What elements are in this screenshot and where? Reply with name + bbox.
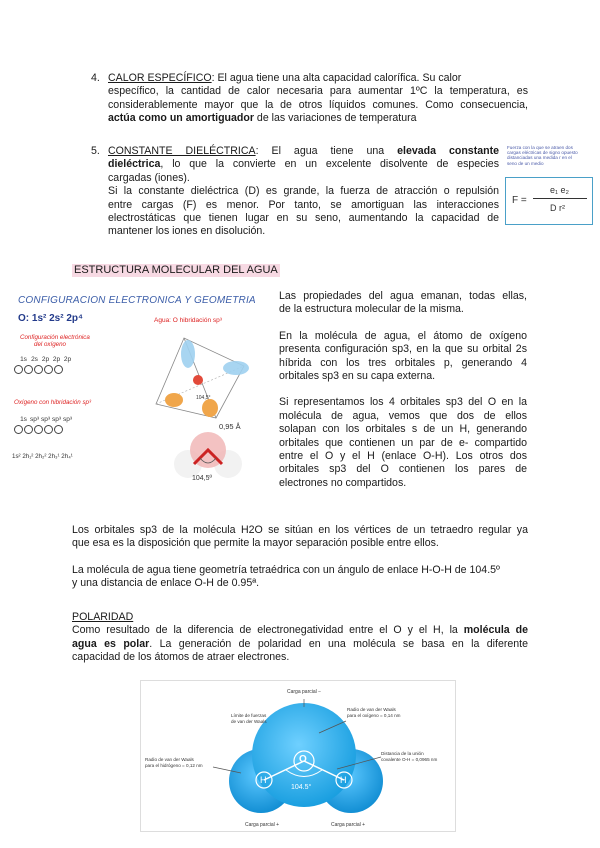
bold-text: actúa como un amortiguador <box>108 112 254 125</box>
text: , lo que la convierte en un excelente disolvente de especies <box>160 158 499 171</box>
text: capacidad de los átomos de atraer electrones. <box>72 651 290 664</box>
text: orbitales que contienen un par de e- compartido <box>279 436 527 449</box>
partial-positive-label-right: Carga parcial + <box>331 822 366 828</box>
formula-box <box>505 177 593 225</box>
label-line: Radio de van der Waals <box>145 757 194 762</box>
partial-positive-label-left: Carga parcial + <box>245 822 280 828</box>
text: entre cargas (F) es menor. Por tanto, se amortiguan las interacciones <box>108 198 499 211</box>
orbital-circle <box>34 425 43 434</box>
orbital-boxes-row1 <box>14 363 64 376</box>
text: orbitales sp3 del O contienen los pares de <box>279 463 527 476</box>
bold-text: molécula de <box>463 624 528 637</box>
text: entre el O y el H (enlace O-H). Los otros dos <box>279 450 527 463</box>
orbital-lobe <box>223 361 249 375</box>
label-line: Distancia de la unión <box>381 751 424 756</box>
note-line: cargas eléctricas de signo opuesto <box>507 150 578 156</box>
label-line: del oxígeno <box>34 341 66 348</box>
bottom-config: 1s² 2h₁² 2h₂² 2h₃¹ 2h₄¹ <box>12 453 73 460</box>
text: y una distancia de enlace O-H de 0.95ª. <box>72 577 260 590</box>
text: híbrida con los tres orbitales p, generando 4 <box>279 356 527 369</box>
tetra-angle-label: 104,5° <box>196 395 211 401</box>
text: La molécula de agua tiene geometría tetraédrica con un ángulo de enlace H-O-H de 104.5º <box>72 563 500 576</box>
electron-configuration-diagram <box>6 292 274 488</box>
polaridad-heading: POLARIDAD <box>72 611 134 623</box>
orbital-circle <box>54 425 63 434</box>
orbital-circle <box>44 365 53 374</box>
orbital-label: 2p <box>63 356 72 363</box>
label-line: Configuración electrónica <box>20 334 90 341</box>
diagram-title: CONFIGURACION ELECTRONICA Y GEOMETRIA <box>18 295 256 306</box>
text: de la estructura molecular de la misma. <box>279 303 464 316</box>
orbital-label: 1s <box>20 416 27 423</box>
orbital-label: 2s <box>31 356 38 363</box>
item-number: 4. <box>91 72 100 84</box>
orbital-label: 1s <box>20 356 27 363</box>
hydrogen-label-left: H <box>260 775 267 785</box>
label-line: covalente O-H = 0,0965 nm <box>381 756 438 762</box>
label-line: Radio de van der Waals <box>347 707 396 712</box>
orbital-label: sp³ <box>40 416 51 423</box>
orbital-label: sp³ <box>51 416 62 423</box>
config-text: O: 1s² 2s² 2p⁴ <box>18 313 83 324</box>
text: Si la constante dieléctrica (D) es grande, la fuerza de atracción o repulsión <box>108 185 499 198</box>
text: presenta configuración sp3, en la que su orbital 2s <box>279 343 527 356</box>
orbital-lobe <box>181 340 195 368</box>
text: Si representamos los 4 orbitales sp3 del O en la <box>279 396 527 409</box>
orbital-circle <box>14 425 23 434</box>
bond-angle-label: 104,5º <box>192 475 213 482</box>
orbital-circle <box>44 425 53 434</box>
label-line: Límite de fuerzas <box>231 713 267 718</box>
formula-denominator: D r² <box>550 203 565 213</box>
oxygen-label: O <box>299 754 307 765</box>
bond-distance-label: 0,95 Å <box>219 422 241 431</box>
text: mantener los iones en disolución. <box>108 225 266 238</box>
water-molecule-figure <box>140 680 456 832</box>
text: Los orbitales sp3 de la molécula H2O se sitúan en los vértices de un tetraedro regular ya <box>72 524 528 536</box>
text: electrones no compartidos. <box>279 476 407 489</box>
note-line: seno de un medio <box>507 160 544 166</box>
orbital-label: sp³ <box>62 416 73 423</box>
text: considerablemente mayor que la de otros líquidos comunes. Como consecuencia, <box>108 98 528 111</box>
orbital-circle <box>24 425 33 434</box>
orbital-circle <box>24 365 33 374</box>
label-line: para el oxígeno = 0,14 nm <box>347 712 401 718</box>
radius-hydrogen-label <box>145 757 203 768</box>
text: que esa es la disposición que permite la mayor separación posible entre ellos. <box>72 537 439 550</box>
hydrogen-label-right: H <box>340 775 347 785</box>
label-line: de van der Waals <box>231 718 267 724</box>
bold-text: dieléctrica <box>108 158 161 171</box>
note-line: distanciadas una medida r en el <box>507 155 572 161</box>
fraction-bar <box>533 198 587 199</box>
bold-text: agua es polar <box>72 637 150 650</box>
item-heading: CALOR ESPECÍFICO <box>108 72 212 84</box>
oxygen-center <box>193 375 203 385</box>
text: de las variaciones de temperatura <box>253 112 417 125</box>
orbital-label: 2p <box>41 356 50 363</box>
formula-lhs: F = <box>512 195 527 206</box>
label-line: para el hidrógeno = 0,12 nm <box>145 762 203 768</box>
bold-text: elevada constante <box>397 145 500 157</box>
text: En la molécula de agua, el átomo de oxígeno <box>279 329 527 342</box>
config-oxygen-label <box>20 334 90 348</box>
item-heading: CONSTANTE DIELÉCTRICA <box>108 145 256 157</box>
text: solapan con los orbitales s de un H, generando <box>279 423 527 436</box>
text: : El agua tiene una <box>255 145 398 157</box>
item-number: 5. <box>91 145 100 157</box>
radius-oxygen-label <box>347 707 401 718</box>
bond-distance-label <box>381 751 437 762</box>
text: molécula de agua, vemos que dos de ellos <box>279 409 527 422</box>
orbital-boxes-row2 <box>14 423 64 436</box>
section-heading: ESTRUCTURA MOLECULAR DEL AGUA <box>74 264 278 276</box>
text: específico, la cantidad de calor necesaria para aumentar 1ºC la temperatura, es <box>108 85 528 98</box>
text: orbitales sp3 en su capa externa. <box>279 370 436 383</box>
text: cargadas (iones). <box>108 171 190 184</box>
text: . La generación de polaridad en una molécula se basa en la diferente <box>149 637 529 650</box>
full-width-text <box>72 524 528 591</box>
partial-negative-label: Carga parcial − <box>287 689 322 695</box>
text: : El agua tiene una alta capacidad calorífica. Su calor <box>211 72 462 84</box>
hybrid-label: Agua: O hibridación sp³ <box>154 317 222 324</box>
vdw-limit-label <box>231 713 267 724</box>
orbital-label: 2p <box>52 356 61 363</box>
text: Las propiedades del agua emanan, todas ellas, <box>279 290 527 302</box>
orbital-lobe <box>165 393 183 407</box>
orbital-circle <box>34 365 43 374</box>
right-column-text <box>279 290 527 490</box>
text: electrostáticas que tienen lugar en su seno, aumentando la capacidad de <box>108 212 499 225</box>
orbital-circle <box>54 365 63 374</box>
molecule-angle-label: 104.5° <box>291 784 312 791</box>
formula-note <box>507 145 591 166</box>
orbital-circle <box>14 365 23 374</box>
orbital-label: sp³ <box>29 416 40 423</box>
polaridad-section <box>72 611 528 665</box>
note-line: Fuerza con la que se atraen dos <box>507 145 573 150</box>
hybrid-oxygen-label: Oxígeno con hibridación sp³ <box>14 399 92 406</box>
text: Como resultado de la diferencia de electronegatividad entre el O y el H, la <box>72 624 464 637</box>
formula-numerator: e₁ e₂ <box>550 185 570 195</box>
